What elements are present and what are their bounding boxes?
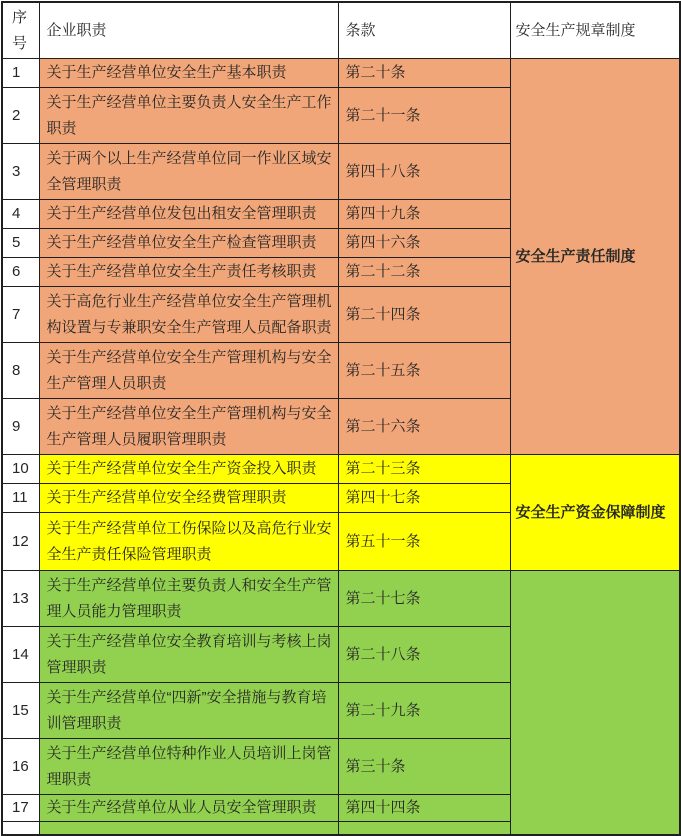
table-row	[2, 571, 680, 627]
duty-cell: 关于生产经营单位从业人员安全管理职责	[39, 795, 338, 822]
clause-cell: 第二十五条	[338, 343, 510, 399]
row-number: 16	[2, 739, 39, 795]
table-row	[2, 59, 680, 88]
clause-cell: 第二十六条	[338, 399, 510, 455]
duty-cell: 关于生产经营单位工伤保险以及高危行业安全生产责任保险管理职责	[39, 513, 338, 571]
clause-cell: 第二十条	[338, 59, 510, 88]
clause-cell: 第四十八条	[338, 144, 510, 200]
safety-duty-table	[1, 1, 681, 836]
row-number	[2, 822, 39, 836]
duty-cell: 关于高危行业生产经营单位安全生产管理机构设置与专兼职安全生产管理人员配备职责	[39, 287, 338, 343]
document-table-screenshot	[0, 1, 681, 816]
header-system: 安全生产规章制度	[510, 2, 680, 59]
row-number: 7	[2, 287, 39, 343]
duty-cell: 关于生产经营单位安全生产检查管理职责	[39, 229, 338, 258]
row-number: 11	[2, 484, 39, 513]
row-number: 2	[2, 88, 39, 144]
clause-cell: 第二十七条	[338, 571, 510, 627]
clause-cell: 第二十一条	[338, 88, 510, 144]
clause-cell: 第二十四条	[338, 287, 510, 343]
duty-cell: 关于生产经营单位主要负责人和安全生产管理人员能力管理职责	[39, 571, 338, 627]
table-row	[2, 455, 680, 484]
clause-cell: 第三十条	[338, 739, 510, 795]
system-cell-funds: 安全生产资金保障制度	[510, 455, 680, 571]
clause-cell: 第四十九条	[338, 200, 510, 229]
duty-cell: 关于生产经营单位安全生产基本职责	[39, 59, 338, 88]
duty-cell: 关于生产经营单位特种作业人员培训上岗管理职责	[39, 739, 338, 795]
duty-cell: 关于生产经营单位主要负责人安全生产工作职责	[39, 88, 338, 144]
header-clause: 条款	[338, 2, 510, 59]
row-number: 6	[2, 258, 39, 287]
clause-cell: 第二十二条	[338, 258, 510, 287]
header-row	[2, 2, 680, 59]
row-number: 14	[2, 627, 39, 683]
header-duty: 企业职责	[39, 2, 338, 59]
clause-cell: 第二十九条	[338, 683, 510, 739]
clause-cell	[338, 822, 510, 836]
row-number: 5	[2, 229, 39, 258]
clause-cell: 第五十一条	[338, 513, 510, 571]
clause-cell: 第二十八条	[338, 627, 510, 683]
clause-cell: 第四十七条	[338, 484, 510, 513]
system-cell-responsibility: 安全生产责任制度	[510, 59, 680, 455]
row-number: 15	[2, 683, 39, 739]
clause-cell: 第四十六条	[338, 229, 510, 258]
row-number: 12	[2, 513, 39, 571]
row-number: 1	[2, 59, 39, 88]
row-number: 3	[2, 144, 39, 200]
duty-cell: 关于两个以上生产经营单位同一作业区域安全管理职责	[39, 144, 338, 200]
duty-cell: 关于生产经营单位“四新”安全措施与教育培训管理职责	[39, 683, 338, 739]
row-number: 4	[2, 200, 39, 229]
duty-cell: 关于生产经营单位安全生产资金投入职责	[39, 455, 338, 484]
duty-cell	[39, 822, 338, 836]
row-number: 10	[2, 455, 39, 484]
duty-cell: 关于生产经营单位安全生产责任考核职责	[39, 258, 338, 287]
header-no: 序号	[2, 2, 39, 59]
system-cell-training	[510, 571, 680, 836]
row-number: 8	[2, 343, 39, 399]
row-number: 13	[2, 571, 39, 627]
duty-cell: 关于生产经营单位安全生产管理机构与安全生产管理人员职责	[39, 343, 338, 399]
row-number: 17	[2, 795, 39, 822]
duty-cell: 关于生产经营单位发包出租安全管理职责	[39, 200, 338, 229]
duty-cell: 关于生产经营单位安全经费管理职责	[39, 484, 338, 513]
duty-cell: 关于生产经营单位安全教育培训与考核上岗管理职责	[39, 627, 338, 683]
duty-cell: 关于生产经营单位安全生产管理机构与安全生产管理人员履职管理职责	[39, 399, 338, 455]
row-number: 9	[2, 399, 39, 455]
clause-cell: 第四十四条	[338, 795, 510, 822]
clause-cell: 第二十三条	[338, 455, 510, 484]
